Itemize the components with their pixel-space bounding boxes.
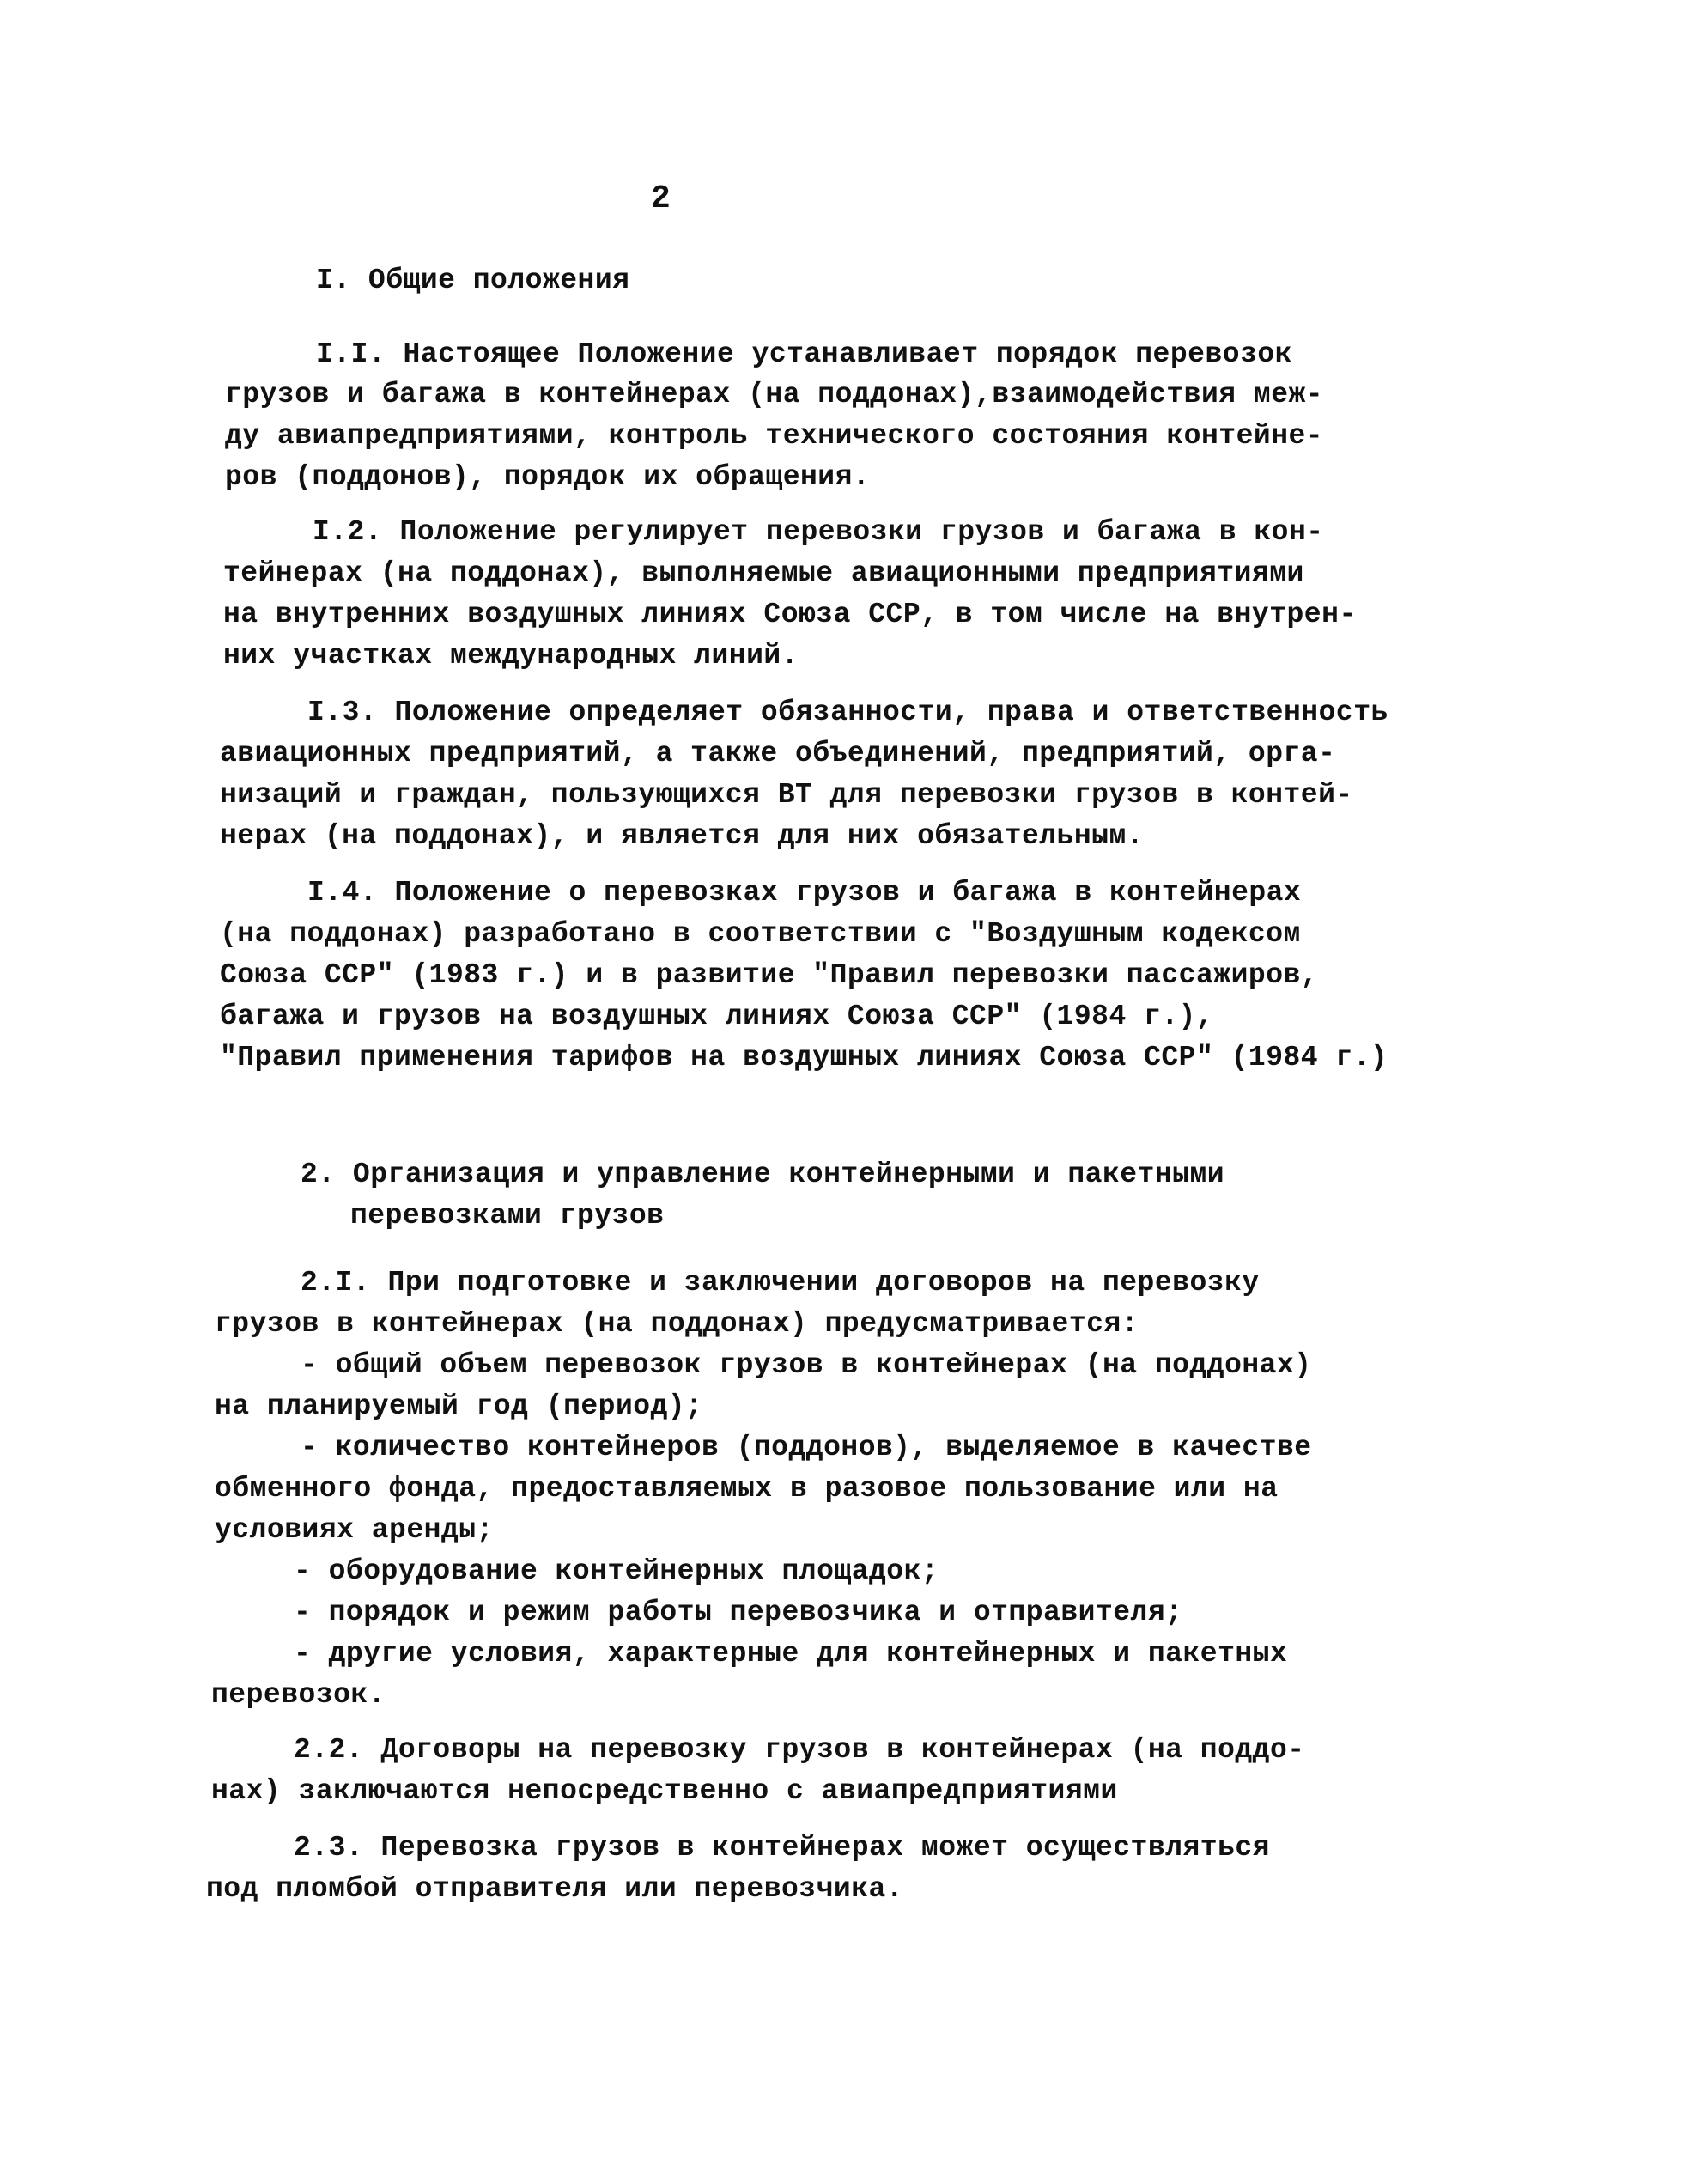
paragraph-1-4-line: багажа и грузов на воздушных линиях Союза ССР" (1984 г.), — [220, 1001, 1214, 1032]
paragraph-1-1-line: ров (поддонов), порядок их обращения. — [225, 461, 871, 493]
paragraph-1-2-line: них участках международных линий. — [223, 640, 799, 672]
paragraph-1-3-line: нерах (на поддонах), и является для них обязательным. — [220, 820, 1145, 852]
paragraph-1-1-line: ду авиапредприятиями, контроль технического состояния контейне- — [225, 420, 1324, 452]
paragraph-1-3-line: авиационных предприятий, а также объединений, предприятий, орга- — [220, 738, 1336, 770]
paragraph-2-3-line: 2.3. Перевозка грузов в контейнерах может осуществляться — [294, 1832, 1270, 1864]
paragraph-1-4-line: (на поддонах) разработано в соответствии с "Воздушным кодексом — [220, 918, 1301, 950]
section-2-heading: перевозками грузов — [350, 1200, 665, 1232]
paragraph-1-1-line: I.I. Настоящее Положение устанавливает порядок перевозок — [316, 338, 1292, 370]
paragraph-2-1-line: условиях аренды; — [215, 1514, 494, 1546]
paragraph-2-1-line: перевозок. — [211, 1679, 386, 1711]
section-1-heading: I. Общие положения — [316, 265, 630, 296]
paragraph-2-1-line: 2.I. При подготовке и заключении договоров на перевозку — [301, 1267, 1260, 1299]
paragraph-1-2-line: I.2. Положение регулирует перевозки грузов и багажа в кон- — [313, 516, 1324, 548]
paragraph-2-2-line: нах) заключаются непосредственно с авиапредприятиями — [211, 1775, 1118, 1807]
paragraph-2-3-line: под пломбой отправителя или перевозчика. — [206, 1873, 904, 1905]
paragraph-2-1-line: грузов в контейнерах (на поддонах) предусматривается: — [215, 1308, 1139, 1340]
section-2-heading: 2. Организация и управление контейнерными и пакетными — [301, 1159, 1225, 1190]
paragraph-1-4-line: Союза ССР" (1983 г.) и в развитие "Правил перевозки пассажиров, — [220, 959, 1319, 991]
paragraph-2-1-line: - количество контейнеров (поддонов), выделяемое в качестве — [301, 1432, 1312, 1463]
paragraph-2-1-line: на планируемый год (период); — [215, 1390, 703, 1422]
paragraph-1-1-line: грузов и багажа в контейнерах (на поддонах),взаимодействия меж- — [225, 379, 1324, 411]
paragraph-1-3-line: I.3. Положение определяет обязанности, права и ответственность — [307, 697, 1388, 728]
paragraph-1-4-line: "Правил применения тарифов на воздушных линиях Союза ССР" (1984 г.) — [220, 1042, 1388, 1074]
paragraph-2-1-line: - общий объем перевозок грузов в контейнерах (на поддонах) — [301, 1349, 1312, 1381]
paragraph-1-4-line: I.4. Положение о перевозках грузов и багажа в контейнерах — [307, 877, 1302, 909]
paragraph-2-1-line: - порядок и режим работы перевозчика и отправителя; — [294, 1597, 1183, 1628]
paragraph-1-3-line: низаций и граждан, пользующихся ВТ для перевозки грузов в контей- — [220, 779, 1353, 811]
paragraph-1-2-line: на внутренних воздушных линиях Союза ССР, в том числе на внутрен- — [223, 599, 1357, 630]
page-number: 2 — [651, 180, 671, 217]
paragraph-2-1-line: - оборудование контейнерных площадок; — [294, 1555, 939, 1587]
paragraph-2-1-line: обменного фонда, предоставляемых в разовое пользование или на — [215, 1473, 1279, 1505]
paragraph-1-2-line: тейнерах (на поддонах), выполняемые авиационными предприятиями — [223, 557, 1304, 589]
paragraph-2-2-line: 2.2. Договоры на перевозку грузов в контейнерах (на поддо- — [294, 1734, 1305, 1766]
paragraph-2-1-line: - другие условия, характерные для контейнерных и пакетных — [294, 1638, 1288, 1670]
